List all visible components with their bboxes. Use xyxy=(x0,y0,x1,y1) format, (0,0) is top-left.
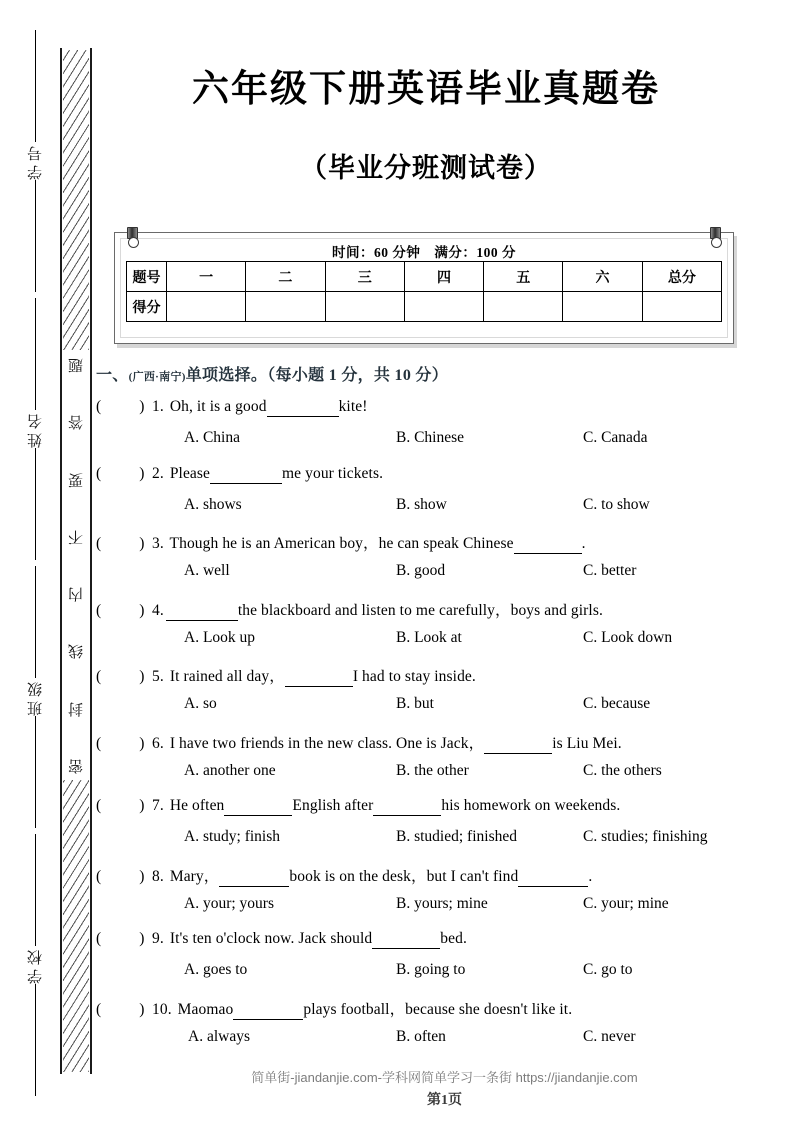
col-header-6: 六 xyxy=(563,262,642,292)
option-c[interactable]: C. Canada xyxy=(583,429,648,446)
option-c[interactable]: C. to show xyxy=(583,495,650,513)
question-item-1 xyxy=(96,398,793,465)
option-a[interactable]: A. your; yours xyxy=(184,894,274,912)
option-a[interactable]: A. study; finish xyxy=(184,828,281,845)
seal-hatch-bottom xyxy=(63,780,89,1072)
seal-char: 内 xyxy=(68,585,84,602)
stem-text-after: his homework on weekends. xyxy=(441,797,621,814)
question-number: 8. xyxy=(152,867,164,885)
table-row xyxy=(127,262,722,292)
stem-text-after: . xyxy=(588,867,593,885)
question-number: 10. xyxy=(152,1000,172,1018)
option-a[interactable]: A. shows xyxy=(184,495,242,513)
seal-line-outer-rule xyxy=(90,48,92,1074)
student-info-field xyxy=(14,298,56,560)
exam-time-and-total: 时间：60 分钟 满分：100 分 xyxy=(332,245,516,260)
answer-blank[interactable] xyxy=(267,398,339,417)
answer-blank[interactable] xyxy=(285,668,353,687)
col-header-5: 五 xyxy=(484,262,563,292)
question-item-5 xyxy=(96,664,793,731)
answer-bracket[interactable]: ( ) xyxy=(96,464,145,482)
stem-text-middle: book is on the desk，but I can't find xyxy=(289,867,519,885)
page-subtitle: （毕业分班测试卷） xyxy=(300,153,552,183)
option-c[interactable]: C. the others xyxy=(583,761,662,779)
option-c[interactable]: C. studies; finishing xyxy=(583,828,708,845)
option-c[interactable]: C. your; mine xyxy=(583,894,669,912)
write-in-rule xyxy=(35,984,36,1096)
question-number: 6. xyxy=(152,734,164,752)
stem-text-after: bed. xyxy=(440,930,467,947)
answer-blank[interactable] xyxy=(224,797,292,816)
answer-blank[interactable] xyxy=(514,535,582,554)
seal-line-text xyxy=(62,352,90,776)
question-item-9 xyxy=(96,930,793,997)
stem-text-before: Please xyxy=(169,464,211,482)
question-item-8 xyxy=(96,864,793,931)
option-a[interactable]: A. China xyxy=(184,429,240,446)
stem-text-after: the blackboard and listen to me carefully，boys and girls. xyxy=(237,601,603,619)
question-number: 9. xyxy=(152,930,164,947)
score-cell-6[interactable] xyxy=(563,292,642,322)
question-item-6 xyxy=(96,731,793,798)
question-number: 7. xyxy=(152,797,164,814)
question-stem xyxy=(96,465,383,484)
question-stem xyxy=(96,864,592,887)
stem-text-before: Mary， xyxy=(169,867,220,885)
section-name: 单项选择。 xyxy=(185,367,268,384)
left-margin-seal-area xyxy=(0,0,96,1121)
seal-char: 密 xyxy=(68,756,84,773)
info-label-school: 学校 xyxy=(27,946,44,984)
stem-text-before: Though he is an American boy，he can speak Chinese xyxy=(169,535,514,552)
seal-char: 封 xyxy=(68,699,84,716)
paper-clip-icon-left xyxy=(127,227,138,247)
stem-text-after: . xyxy=(581,535,586,552)
answer-bracket[interactable]: ( ) xyxy=(96,797,145,814)
question-stem xyxy=(96,664,476,687)
question-number: 1. xyxy=(152,398,164,415)
score-cell-4[interactable] xyxy=(404,292,483,322)
question-item-7 xyxy=(96,797,793,864)
answer-blank[interactable] xyxy=(484,735,552,754)
option-c[interactable]: C. Look down xyxy=(583,628,673,646)
stem-text-after: I had to stay inside. xyxy=(352,668,476,685)
question-stem xyxy=(96,398,367,417)
option-c[interactable]: C. because xyxy=(583,695,651,712)
col-header-4: 四 xyxy=(404,262,483,292)
option-b[interactable]: B. but xyxy=(396,695,434,712)
question-number: 2. xyxy=(152,464,164,482)
answer-bracket[interactable]: ( ) xyxy=(96,867,145,885)
option-b[interactable]: B. often xyxy=(396,1027,446,1045)
write-in-rule xyxy=(35,180,36,292)
seal-char: 要 xyxy=(68,470,84,487)
seal-char: 线 xyxy=(68,642,84,659)
question-number: 4. xyxy=(152,601,164,619)
answer-blank[interactable] xyxy=(372,930,440,949)
answer-blank[interactable] xyxy=(233,1001,303,1020)
question-item-10 xyxy=(96,997,793,1064)
info-label-student-id: 学号 xyxy=(27,142,44,180)
option-a[interactable]: A. Look up xyxy=(184,628,256,646)
write-in-rule xyxy=(35,566,36,678)
option-a[interactable]: A. goes to xyxy=(184,961,248,978)
option-b[interactable]: B. going to xyxy=(396,961,466,978)
stem-text-after: kite! xyxy=(338,398,368,415)
stem-text-before: Maomao xyxy=(177,1000,234,1018)
option-a[interactable]: A. so xyxy=(184,695,217,712)
stem-text-after: is Liu Mei. xyxy=(552,734,622,752)
answer-blank[interactable] xyxy=(373,797,441,816)
stem-text-before: He often xyxy=(169,797,225,814)
info-label-class: 班级 xyxy=(27,678,44,716)
stem-text-after: plays football，because she doesn't like it. xyxy=(303,1000,573,1018)
question-list xyxy=(96,398,793,1063)
stem-text-before: It rained all day， xyxy=(169,668,285,685)
write-in-rule xyxy=(35,298,36,410)
score-cell-3[interactable] xyxy=(325,292,404,322)
table-row xyxy=(127,292,722,322)
score-cell-total[interactable] xyxy=(642,292,721,322)
question-stem xyxy=(96,930,467,949)
section-number: 一、 xyxy=(96,367,129,384)
seal-hatch-top xyxy=(63,50,89,350)
stem-text-before: It's ten o'clock now. Jack should xyxy=(169,930,373,947)
option-b[interactable]: B. yours; mine xyxy=(396,894,488,912)
col-header-1: 一 xyxy=(167,262,246,292)
question-stem xyxy=(96,531,586,554)
stem-text-before: I have two friends in the new class. One is Jack， xyxy=(169,734,485,752)
answer-bracket[interactable]: ( ) xyxy=(96,535,145,552)
question-item-2 xyxy=(96,465,793,532)
option-b[interactable]: B. studied; finished xyxy=(396,828,517,845)
seal-char: 不 xyxy=(68,527,84,544)
student-info-field xyxy=(14,566,56,828)
footer-watermark: 简单街-jiandanjie.com-学科网简单学习一条街 https://jiandanjie.com xyxy=(251,1070,638,1085)
write-in-rule xyxy=(35,30,36,142)
score-cell-1[interactable] xyxy=(167,292,246,322)
score-cell-2[interactable] xyxy=(246,292,325,322)
question-stem xyxy=(96,731,622,754)
score-cell-5[interactable] xyxy=(484,292,563,322)
stem-text-before: Oh, it is a good xyxy=(169,398,267,415)
question-stem xyxy=(96,598,603,621)
option-c[interactable]: C. never xyxy=(583,1027,636,1045)
write-in-rule xyxy=(35,716,36,828)
answer-blank[interactable] xyxy=(166,602,238,621)
option-c[interactable]: C. go to xyxy=(583,961,633,978)
page-title: 六年级下册英语毕业真题卷 xyxy=(192,69,660,110)
exam-paper-body xyxy=(96,0,793,1121)
option-a[interactable]: A. well xyxy=(184,562,230,579)
student-info-field xyxy=(14,30,56,292)
col-header-2: 二 xyxy=(246,262,325,292)
option-b[interactable]: B. the other xyxy=(396,761,469,779)
student-info-field xyxy=(14,834,56,1096)
section-points: （每小题 1 分，共 10 分） xyxy=(267,367,449,384)
option-b[interactable]: B. Chinese xyxy=(396,429,465,446)
question-stem xyxy=(96,797,620,816)
row-header-question-no: 题号 xyxy=(127,262,167,292)
option-a[interactable]: A. another one xyxy=(184,761,276,779)
option-b[interactable]: B. good xyxy=(396,562,446,579)
paper-clip-icon-right xyxy=(710,227,721,247)
row-header-score: 得分 xyxy=(127,292,167,322)
answer-bracket[interactable]: ( ) xyxy=(96,930,145,947)
col-header-total: 总分 xyxy=(642,262,721,292)
page-number: 第1页 xyxy=(427,1093,462,1108)
student-info-column xyxy=(14,30,56,1090)
write-in-rule xyxy=(35,448,36,560)
score-table-panel xyxy=(114,232,734,344)
option-b[interactable]: B. show xyxy=(396,495,447,513)
answer-bracket[interactable]: ( ) xyxy=(96,668,145,685)
stem-text-after: me your tickets. xyxy=(282,464,384,482)
option-a[interactable]: A. always xyxy=(188,1027,250,1045)
score-table xyxy=(126,261,722,322)
question-item-3 xyxy=(96,531,793,598)
stem-text-middle: English after xyxy=(292,797,374,814)
answer-blank[interactable] xyxy=(219,868,289,887)
answer-bracket[interactable]: ( ) xyxy=(96,398,145,415)
col-header-3: 三 xyxy=(325,262,404,292)
write-in-rule xyxy=(35,834,36,946)
answer-bracket[interactable]: ( ) xyxy=(96,734,145,752)
info-label-name: 姓名 xyxy=(27,410,44,448)
seal-char: 题 xyxy=(68,356,84,372)
option-b[interactable]: B. Look at xyxy=(396,628,462,646)
section-source: (广西·南宁) xyxy=(128,371,186,383)
seal-char: 答 xyxy=(68,413,84,430)
answer-blank[interactable] xyxy=(210,465,282,484)
answer-bracket[interactable]: ( ) xyxy=(96,1000,145,1018)
answer-blank[interactable] xyxy=(518,868,588,887)
section-heading-one xyxy=(96,362,786,385)
question-number: 3. xyxy=(152,535,164,552)
question-number: 5. xyxy=(152,668,164,685)
question-item-4 xyxy=(96,598,793,665)
option-c[interactable]: C. better xyxy=(583,562,637,579)
question-stem xyxy=(96,997,572,1020)
answer-bracket[interactable]: ( ) xyxy=(96,601,145,619)
